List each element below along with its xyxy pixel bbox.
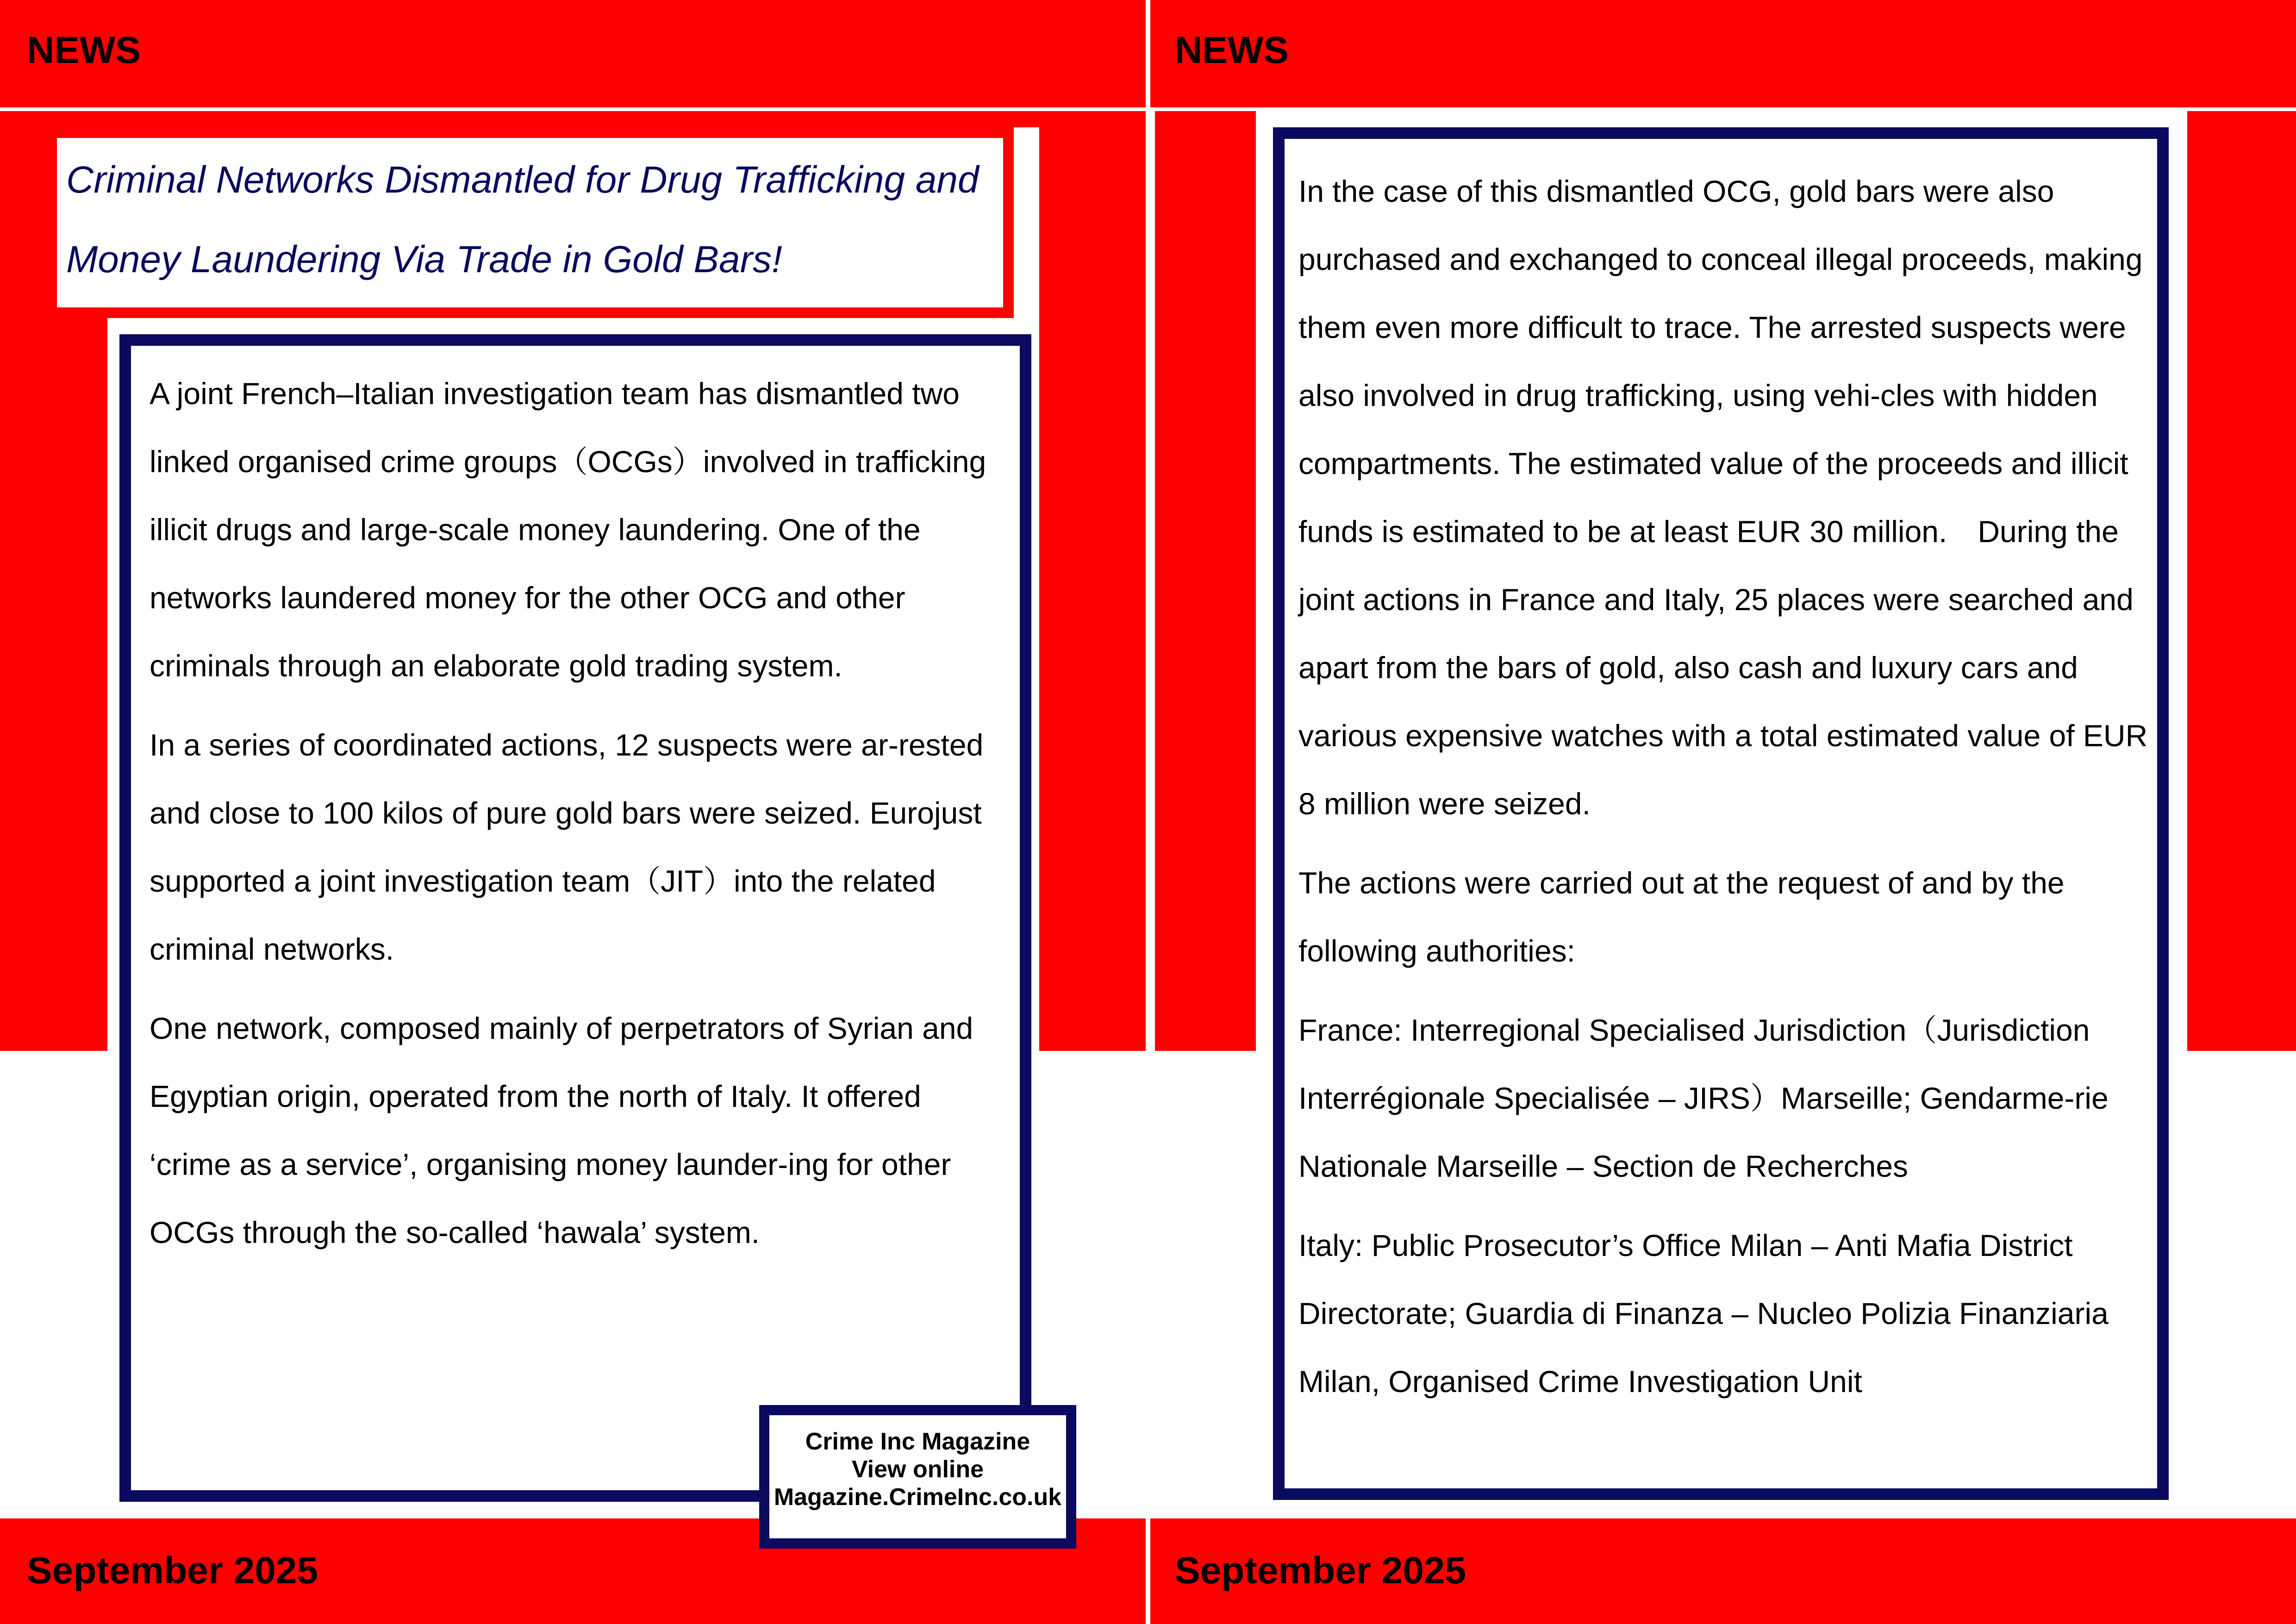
right-header-band (1150, 0, 2296, 107)
right-paragraph-2: The actions were carried out at the request of and by the following authorities: (1298, 866, 2065, 968)
right-side-strip (2187, 111, 2296, 1051)
magazine-badge[interactable] (759, 1405, 1076, 1549)
headline-box (46, 127, 1014, 318)
right-footer-label: September 2025 (1175, 1549, 1466, 1592)
left-paragraph-1: A joint French–Italian investigation team has dismantled two linked organised crime groups（OCGs）involved in trafficking illicit drugs and large-scale money laundering. One of the networks laundered money for the other OCG and other criminals through an elaborate gold trading system. (150, 376, 986, 683)
left-header-band (0, 0, 1146, 107)
badge-magazine-name: Crime Inc Magazine (805, 1428, 1030, 1455)
right-paragraph-1: In the case of this dismantled OCG, gold bars were also purchased and exchanged to conceal illegal proceeds, making them even more difficult to trace. The arrested suspects were also involved in drug trafficking, using vehi-cles with hidden compartments. The estimated value of the proceeds and illicit funds is estimated to be at least EUR 30 million. During the joint actions in France and Italy, 25 places were searched and apart from the bars of gold, also cash and luxury cars and various expensive watches with a total estimated value of EUR 8 million were seized. (1298, 174, 2148, 821)
right-article-box (1273, 127, 2169, 1500)
badge-website-link[interactable]: Magazine.CrimeInc.co.uk (774, 1483, 1062, 1511)
headline: Criminal Networks Dismantled for Drug Trafficking and Money Laundering Via Trade in Gold Bars! (66, 159, 979, 281)
right-inner-strip (1155, 111, 1256, 1051)
left-paragraph-3: One network, composed mainly of perpetrators of Syrian and Egyptian origin, operated from the north of Italy. It offered ‘crime as a service’, organising money launder-ing for other OCGs through the so-called ‘hawala’ system. (150, 1011, 973, 1249)
left-inner-strip (1039, 111, 1146, 1051)
right-paragraph-4: Italy: Public Prosecutor’s Office Milan – Anti Mafia District Directorate; Guardia di Finanza – Nucleo Polizia Finanziaria Milan, Organised Crime Investigation Unit (1298, 1228, 2109, 1399)
badge-view-online: View online (851, 1455, 984, 1483)
left-header-label: NEWS (27, 29, 141, 71)
left-paragraph-2: In a series of coordinated actions, 12 suspects were ar-rested and close to 100 kilos of pure gold bars were seized. Eurojust supported a joint investigation team（JIT）into the related criminal networks. (150, 728, 984, 966)
right-paragraph-3: France: Interregional Specialised Jurisdiction（Jurisdiction Interrégionale Specialisée – JIRS）Marseille; Gendarme-rie Nationale Marseille – Section de Recherches (1298, 1013, 2109, 1183)
left-top-block (107, 111, 1039, 127)
left-footer-label: September 2025 (27, 1549, 318, 1592)
right-header-label: NEWS (1175, 29, 1289, 71)
right-footer-band (1150, 1518, 2296, 1624)
left-article-box (119, 334, 1031, 1502)
